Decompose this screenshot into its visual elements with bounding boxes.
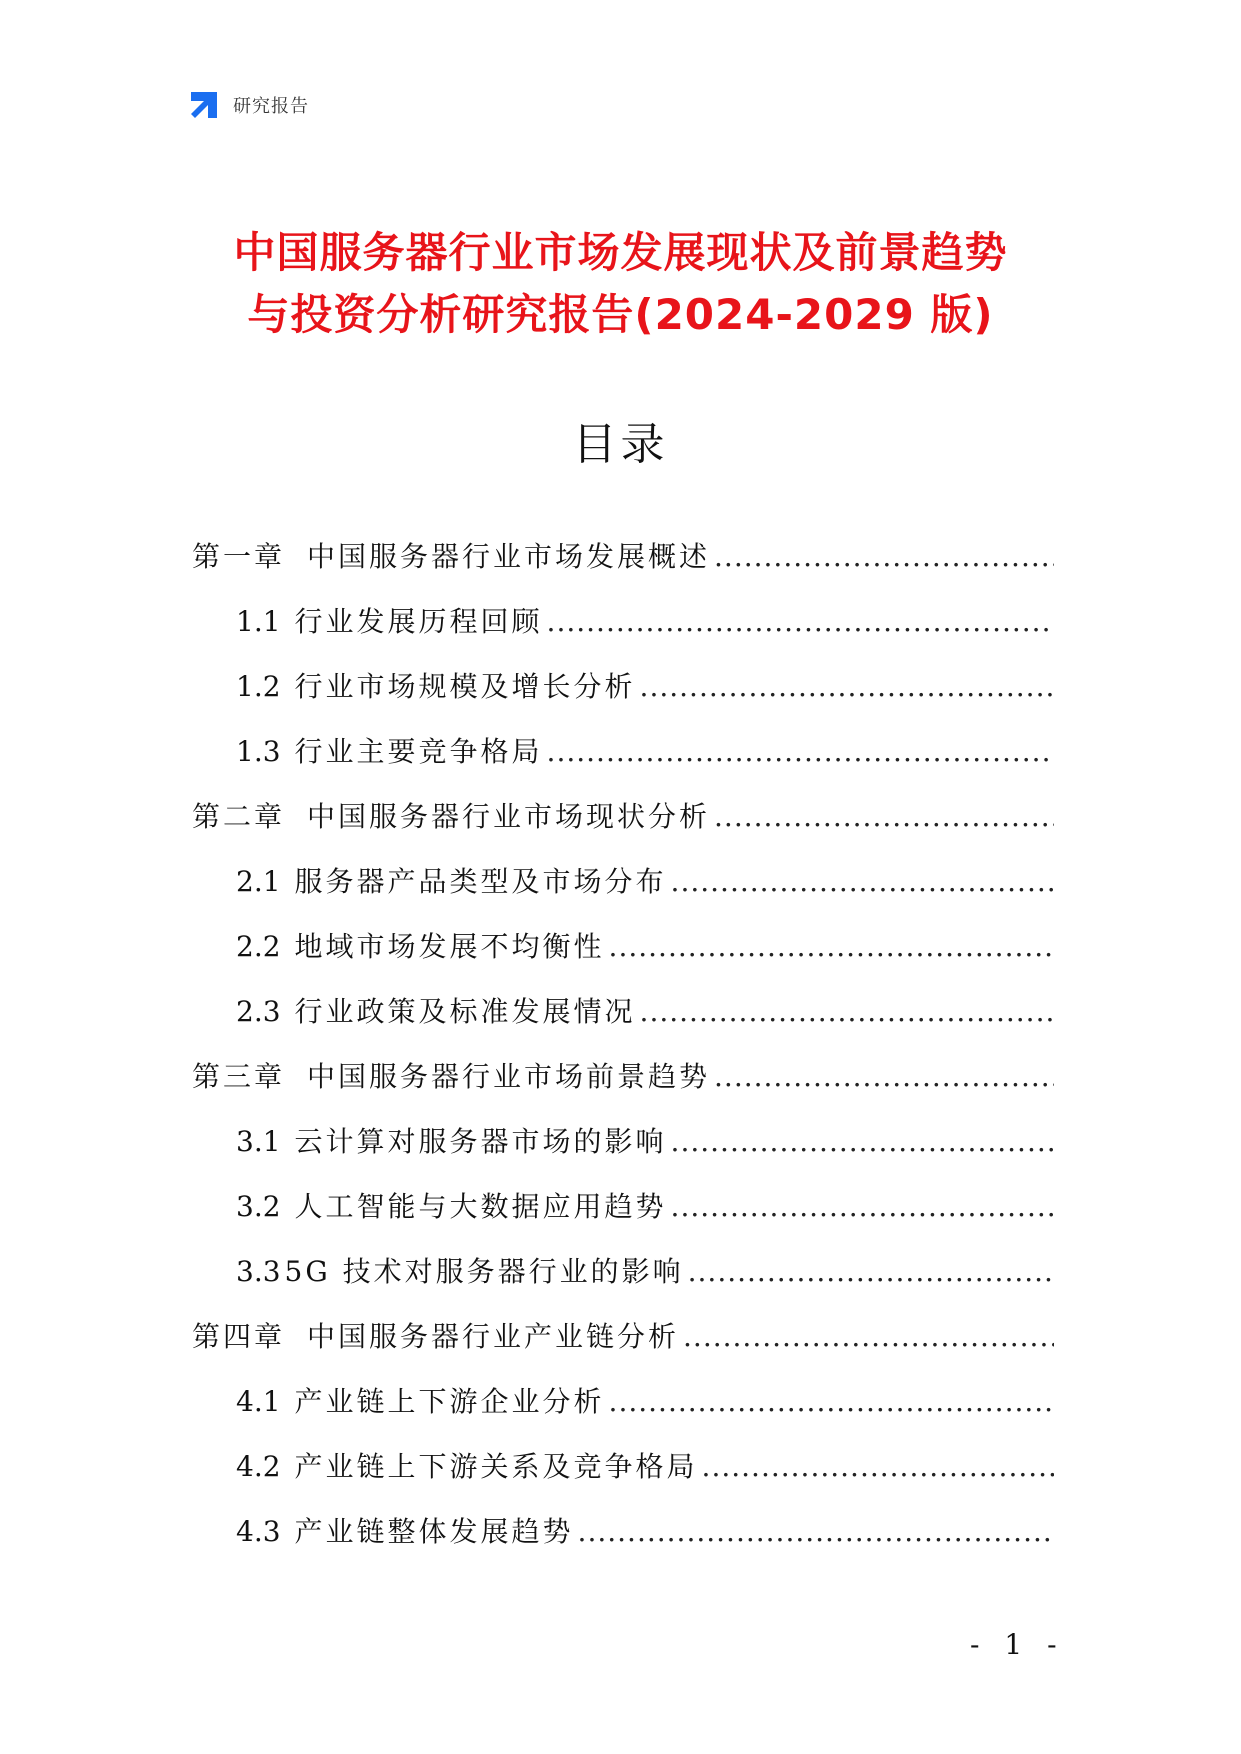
toc-chapter-1[interactable] xyxy=(192,535,1054,600)
dot-leader xyxy=(640,670,1054,703)
toc-section-1-1[interactable] xyxy=(192,600,1054,665)
toc-section-3-1[interactable] xyxy=(192,1120,1054,1185)
toc-chapter-2[interactable] xyxy=(192,795,1054,860)
dot-leader xyxy=(671,1125,1054,1158)
dot-leader xyxy=(702,1450,1054,1483)
toc-section-4-2[interactable] xyxy=(192,1445,1054,1510)
section-number: 4.2 xyxy=(236,1450,281,1483)
section-number: 3.2 xyxy=(236,1190,281,1223)
report-header xyxy=(187,88,309,122)
toc-section-2-3[interactable] xyxy=(192,990,1054,1055)
dot-leader xyxy=(714,800,1054,833)
arrow-up-right-icon xyxy=(187,88,221,122)
page-number: - 1 - xyxy=(970,1628,1065,1661)
chapter-label: 第四章 xyxy=(192,1320,286,1353)
section-title: 行业主要竞争格局 xyxy=(294,735,543,768)
chapter-label: 第三章 xyxy=(192,1060,286,1093)
section-number: 1.2 xyxy=(236,670,281,703)
chapter-title: 中国服务器行业产业链分析 xyxy=(307,1320,680,1353)
chapter-label: 第一章 xyxy=(192,540,286,573)
section-number: 3.1 xyxy=(236,1125,281,1158)
section-number: 1.3 xyxy=(236,735,281,768)
chapter-title: 中国服务器行业市场现状分析 xyxy=(307,800,711,833)
section-number: 2.3 xyxy=(236,995,281,1028)
section-title: 行业政策及标准发展情况 xyxy=(294,995,636,1028)
title-line-2: 与投资分析研究报告(2024-2029 版) xyxy=(247,290,994,339)
section-number: 2.1 xyxy=(236,865,281,898)
section-number: 3.3 xyxy=(236,1255,281,1288)
section-title: 地域市场发展不均衡性 xyxy=(294,930,605,963)
toc-section-4-3[interactable] xyxy=(192,1510,1054,1575)
section-title: 产业链整体发展趋势 xyxy=(294,1515,574,1548)
section-title: 产业链上下游企业分析 xyxy=(294,1385,605,1418)
toc-chapter-3[interactable] xyxy=(192,1055,1054,1120)
toc-section-4-1[interactable] xyxy=(192,1380,1054,1445)
toc-section-2-1[interactable] xyxy=(192,860,1054,925)
section-number: 1.1 xyxy=(236,605,281,638)
dot-leader xyxy=(714,540,1054,573)
chapter-label: 第二章 xyxy=(192,800,286,833)
section-title: 云计算对服务器市场的影响 xyxy=(294,1125,667,1158)
toc-chapter-4[interactable] xyxy=(192,1315,1054,1380)
section-title: 人工智能与大数据应用趋势 xyxy=(294,1190,667,1223)
section-title: 5G 技术对服务器行业的影响 xyxy=(284,1255,684,1288)
chapter-title: 中国服务器行业市场前景趋势 xyxy=(307,1060,711,1093)
toc-section-3-2[interactable] xyxy=(192,1185,1054,1250)
toc-section-3-3[interactable] xyxy=(192,1250,1054,1315)
section-title: 产业链上下游关系及竞争格局 xyxy=(294,1450,698,1483)
chapter-title: 中国服务器行业市场发展概述 xyxy=(307,540,711,573)
dot-leader xyxy=(578,1515,1054,1548)
section-title: 服务器产品类型及市场分布 xyxy=(294,865,667,898)
toc-heading: 目录 xyxy=(572,419,669,470)
section-title: 行业市场规模及增长分析 xyxy=(294,670,636,703)
header-label: 研究报告 xyxy=(233,96,309,117)
dot-leader xyxy=(547,735,1054,768)
dot-leader xyxy=(609,1385,1054,1418)
toc-section-2-2[interactable] xyxy=(192,925,1054,990)
table-of-contents xyxy=(192,535,1054,1575)
dot-leader xyxy=(714,1060,1054,1093)
dot-leader xyxy=(688,1255,1054,1288)
toc-section-1-3[interactable] xyxy=(192,730,1054,795)
dot-leader xyxy=(683,1320,1054,1353)
report-title xyxy=(0,222,1241,346)
section-number: 4.1 xyxy=(236,1385,281,1418)
dot-leader xyxy=(609,930,1054,963)
section-number: 2.2 xyxy=(236,930,281,963)
title-line-1: 中国服务器行业市场发展现状及前景趋势 xyxy=(233,228,1008,277)
dot-leader xyxy=(671,865,1054,898)
section-number: 4.3 xyxy=(236,1515,281,1548)
dot-leader xyxy=(671,1190,1054,1223)
section-title: 行业发展历程回顾 xyxy=(294,605,543,638)
toc-section-1-2[interactable] xyxy=(192,665,1054,730)
dot-leader xyxy=(640,995,1054,1028)
dot-leader xyxy=(547,605,1054,638)
